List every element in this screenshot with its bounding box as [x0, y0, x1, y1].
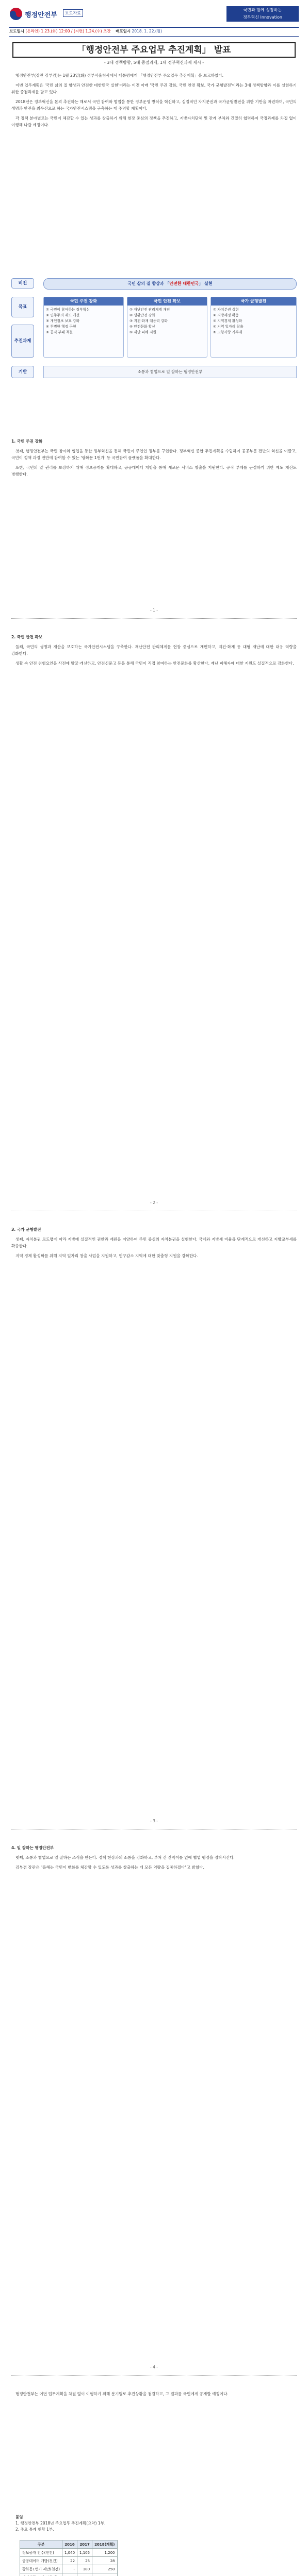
- page-number: - 3 -: [150, 1819, 158, 1823]
- section-heading: 2. 국민 안전 확보: [11, 635, 43, 639]
- table-row-label: 정보공개 건수(천건): [20, 2549, 62, 2557]
- section-heading: 1. 국민 주권 강화: [11, 439, 43, 444]
- table-cell: 25: [77, 2557, 92, 2565]
- table-cell: 22: [62, 2557, 77, 2565]
- section: [11, 634, 297, 1149]
- lead-para: 2018년은 정부혁신을 본격 추진하는 해로서 국민 참여와 협업을 통한 정부운영 방식을 혁신하고, 실질적인 자치분권과 국가균형발전을 위한 기반을 마련하며, 국민의 생명과 안전을 최우선으로 하는 국가안전시스템을 구축하는 데 주력할 계획이다.: [11, 99, 297, 111]
- table-row-label: [20, 2573, 62, 2576]
- table-header: 구분: [20, 2540, 62, 2549]
- slogan-line1: 국민과 함께 성장하는: [243, 8, 282, 12]
- goal-item: ④ 지역 일자리 창출: [213, 325, 244, 329]
- stats-table: [20, 2540, 118, 2576]
- attachments-title: 붙임: [15, 2515, 23, 2519]
- section-heading: 4. 일 잘하는 행정안전부: [11, 1845, 54, 1850]
- goal-item: ③ 지역경제 활성화: [213, 319, 242, 323]
- label-tasks: 추진과제: [11, 325, 34, 358]
- slogan-line2: 정부혁신 Innovation: [243, 15, 282, 20]
- table-cell: [62, 2573, 77, 2576]
- goal-title: 국민 안전 확보: [127, 297, 207, 306]
- table-cell: 1,040: [62, 2549, 77, 2557]
- label-vision: 비전: [11, 278, 34, 289]
- logo-text: 행정안전부: [25, 11, 57, 19]
- table-cell: 28: [92, 2557, 117, 2565]
- goal-item: ③ 지진·화재 대응력 강화: [129, 319, 168, 323]
- lead-para: 각 정책 분야별로는 국민이 체감할 수 있는 성과를 창출하기 위해 현장 중심의 정책을 추진하고, 지방자치단체 및 관계 부처와 긴밀히 협력하여 국정과제를 차질 없이 이행해 나갈 예정이다.: [11, 116, 297, 127]
- lead-text: [11, 72, 297, 273]
- policy-diagram: [11, 278, 297, 428]
- dist-label: 배포일시: [116, 29, 131, 33]
- table-cell: 250: [92, 2565, 117, 2573]
- section-para: 셋째, 자치분권 로드맵에 따라 지방에 실질적인 권한과 재원을 이양하여 주민 중심의 자치분권을 실현한다. 국세와 지방세 비율을 단계적으로 개선하고 지방교부세를 확충한다.: [11, 1237, 297, 1248]
- section: [11, 1844, 297, 2308]
- page-number: - 2 -: [150, 1200, 158, 1205]
- goal-item: ① 자치분권 실현: [213, 308, 239, 312]
- table-cell: [77, 2573, 92, 2576]
- table-header: 2018(계획): [92, 2540, 117, 2549]
- vision-prefix: 국민 삶의 질 향상과: [127, 281, 164, 286]
- dist-value: 2018. 1. 22.(월): [132, 29, 162, 33]
- goal-item: ① 재난안전 관리체계 개편: [129, 308, 170, 312]
- table-cell: 1,200: [92, 2549, 117, 2557]
- page-number: - 4 -: [150, 2365, 158, 2369]
- goal-item: ③ 개인정보 보호 강화: [46, 319, 80, 323]
- attachment-item: 2. 주요 통계 현황 1부.: [15, 2527, 54, 2532]
- lead-para: 이번 업무계획은 '국민 삶의 질 향상과 안전한 대한민국 실현'이라는 비전 아래 '국민 주권 강화, 국민 안전 확보, 국가 균형발전'이라는 3대 정책방향과 이를 실현하기 위한 중점과제를 담고 있다.: [11, 83, 297, 94]
- table-cell: -: [62, 2565, 77, 2573]
- table-row-label: 광화문1번가 제안(천건): [20, 2565, 62, 2573]
- attachments: [15, 2514, 297, 2533]
- goal-title: 국가 균형발전: [211, 297, 296, 306]
- subtitle: - 3대 정책방향, 5대 중점과제, 1대 정부혁신과제 제시 -: [104, 60, 204, 65]
- goal-column: [210, 297, 297, 358]
- label-goal: 목표: [11, 297, 34, 317]
- taegeuk-icon: [9, 7, 23, 21]
- table-header-row: [20, 2540, 118, 2549]
- vision-suffix: 실현: [204, 281, 213, 286]
- label-base: 기반: [11, 366, 34, 378]
- table-cell: 1,105: [77, 2549, 92, 2557]
- section-para: 넷째, 소통과 협업으로 일 잘하는 조직을 만든다. 정책 현장과의 소통을 강화하고, 부처 간 칸막이를 없애 협업 행정을 정착시킨다.: [15, 1855, 235, 1860]
- goal-column: [127, 297, 207, 358]
- attachment-item: 1. 행정안전부 2018년 주요업무 추진계획(요약) 1부.: [15, 2521, 106, 2526]
- section-para: 생활 속 안전 위험요인을 사전에 발굴·개선하고, 안전신문고 등을 통해 국민이 직접 참여하는 안전문화를 확산한다. 재난 피해자에 대한 지원도 실질적으로 강화한다.: [15, 661, 294, 666]
- header-rule: [9, 27, 299, 28]
- goal-item: ⑤ 공직 부패 척결: [46, 330, 73, 334]
- goal-item: ① 국민이 참여하는 정부혁신: [46, 308, 90, 312]
- section-para: 행정안전부는 이번 업무계획을 차질 없이 이행하기 위해 분기별로 추진상황을 점검하고, 그 결과를 국민에게 공개할 예정이다.: [15, 2392, 229, 2396]
- embargo-label: 보도일시: [9, 29, 24, 33]
- goal-item: ② 생활안전 강화: [129, 313, 155, 317]
- header-rule-2: [9, 36, 299, 37]
- goal-item: ② 지방재정 확충: [213, 313, 239, 317]
- table-row: [20, 2549, 118, 2557]
- vision-bar: 국민 삶의 질 향상과 「안전한 대한민국」 실현: [43, 278, 297, 290]
- page-divider: [11, 2375, 297, 2376]
- embargo-value: (온라인) 1.23.(화) 12:00 / (지면) 1.24.(수) 조간: [25, 29, 111, 33]
- section-para: 또한, 국민의 알 권리를 보장하기 위해 정보공개를 확대하고, 공공데이터 개방을 통해 새로운 서비스 창출을 지원한다. 공직 부패를 근절하기 위한 제도 개선도 병행한다.: [11, 465, 297, 477]
- goal-item: ⑤ 재난 피해 지원: [129, 330, 156, 334]
- goal-item: ④ 투명한 행정 구현: [46, 325, 76, 329]
- meta-line: [9, 28, 299, 36]
- table-cell: 180: [77, 2565, 92, 2573]
- table-cell: [92, 2573, 117, 2576]
- section-heading: 3. 국가 균형발전: [11, 1227, 41, 1232]
- table-row: [20, 2565, 118, 2573]
- goal-item: ② 민주주의 제도 개선: [46, 313, 80, 317]
- vision-highlight: 안전한 대한민국: [169, 281, 199, 286]
- press-tag: 보도자료: [63, 9, 83, 17]
- table-header: 2017: [77, 2540, 92, 2549]
- slogan-box: [226, 6, 299, 22]
- section: [11, 2391, 297, 2509]
- goal-item: ⑤ 고향사랑 기부제: [213, 330, 242, 334]
- table-row: [20, 2557, 118, 2565]
- page-divider: [11, 618, 297, 619]
- page-title: 「행정안전부 주요업무 추진계획」 발표: [12, 42, 296, 58]
- table-row-label: 공공데이터 개방(천건): [20, 2557, 62, 2565]
- section-para: 지역 경제 활성화를 위해 지역 일자리 창출 사업을 지원하고, 인구감소 지역에 대한 맞춤형 지원을 강화한다.: [15, 1253, 199, 1258]
- lead-para: 행정안전부(장관 김부겸)는 1월 23일(화) 정부서울청사에서 대통령에게 「행정안전부 주요업무 추진계획」을 보고하였다.: [15, 73, 224, 78]
- page-number: - 1 -: [150, 608, 158, 613]
- table-row: [20, 2573, 118, 2576]
- base-box: 소통과 협업으로 일 잘하는 행정안전부: [43, 366, 297, 378]
- goal-column: [43, 297, 124, 358]
- section-para: 첫째, 행정안전부는 국민 참여와 협업을 통한 정부혁신을 통해 국민이 주인인 정부를 구현한다. 정부혁신 종합 추진계획을 수립하여 공공부문 전반의 혁신을 이끌고, 국민이 정책 과정 전반에 참여할 수 있는 '광화문 1번가' 등 국민참여 플랫폼을 확대한다.: [11, 449, 297, 460]
- goal-title: 국민 주권 강화: [44, 297, 123, 306]
- section: [11, 438, 297, 592]
- section: [11, 1226, 297, 1741]
- section-para: 둘째, 국민의 생명과 재산을 보호하는 국가안전시스템을 구축한다. 재난안전 관리체계를 현장 중심으로 개편하고, 지진·화재 등 대형 재난에 대한 대응 역량을 강화한다.: [11, 645, 297, 656]
- goal-item: ④ 안전문화 확산: [129, 325, 155, 329]
- table-header: 2016: [62, 2540, 77, 2549]
- header: [9, 5, 299, 26]
- section-para: 김부겸 장관은 "올해는 국민이 변화를 체감할 수 있도록 성과를 창출하는 데 모든 역량을 집중하겠다"고 밝혔다.: [15, 1865, 204, 1870]
